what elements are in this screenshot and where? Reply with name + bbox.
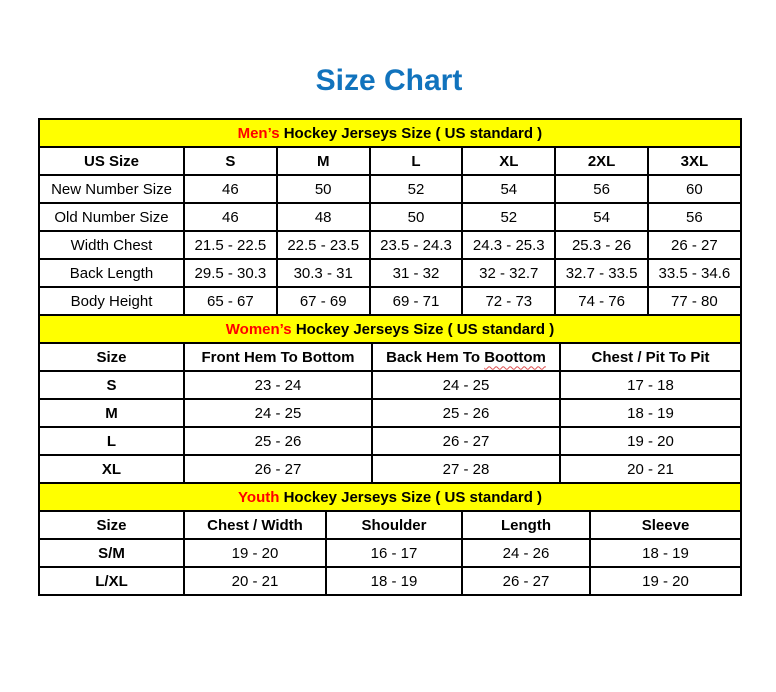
value-cell: 19 - 20 — [184, 539, 326, 567]
table-row — [39, 567, 741, 595]
value-cell: 25.3 - 26 — [555, 231, 648, 259]
value-cell: 16 - 17 — [326, 539, 462, 567]
mens-size-table — [38, 118, 742, 316]
row-label: L — [39, 427, 184, 455]
value-cell: 19 - 20 — [560, 427, 741, 455]
column-header-3xl: 3XL — [648, 147, 741, 175]
womens-banner-row — [39, 315, 741, 343]
value-cell: 56 — [648, 203, 741, 231]
mens-banner — [39, 119, 741, 147]
table-row — [39, 287, 741, 315]
value-cell: 52 — [462, 203, 555, 231]
table-row — [39, 371, 741, 399]
womens-header-row — [39, 343, 741, 371]
value-cell: 24.3 - 25.3 — [462, 231, 555, 259]
value-cell: 46 — [184, 175, 277, 203]
value-cell: 18 - 19 — [326, 567, 462, 595]
column-header-m: M — [277, 147, 370, 175]
value-cell: 33.5 - 34.6 — [648, 259, 741, 287]
size-chart-page — [38, 0, 740, 596]
row-label: Body Height — [39, 287, 184, 315]
mens-header-row — [39, 147, 741, 175]
value-cell: 69 - 71 — [370, 287, 463, 315]
value-cell: 20 - 21 — [560, 455, 741, 483]
value-cell: 18 - 19 — [590, 539, 741, 567]
value-cell: 26 - 27 — [372, 427, 560, 455]
value-cell: 74 - 76 — [555, 287, 648, 315]
value-cell: 52 — [370, 175, 463, 203]
value-cell: 48 — [277, 203, 370, 231]
value-cell: 25 - 26 — [372, 399, 560, 427]
value-cell: 65 - 67 — [184, 287, 277, 315]
value-cell: 67 - 69 — [277, 287, 370, 315]
value-cell: 23.5 - 24.3 — [370, 231, 463, 259]
value-cell: 26 - 27 — [462, 567, 590, 595]
youth-banner-highlight: Youth — [238, 488, 280, 506]
row-label: S/M — [39, 539, 184, 567]
mens-banner-row — [39, 119, 741, 147]
row-label: M — [39, 399, 184, 427]
value-cell: 24 - 25 — [372, 371, 560, 399]
column-header-back-hem — [372, 343, 560, 371]
value-cell: 31 - 32 — [370, 259, 463, 287]
row-label: XL — [39, 455, 184, 483]
column-header-front-hem: Front Hem To Bottom — [184, 343, 372, 371]
value-cell: 19 - 20 — [590, 567, 741, 595]
value-cell: 24 - 26 — [462, 539, 590, 567]
value-cell: 18 - 19 — [560, 399, 741, 427]
value-cell: 46 — [184, 203, 277, 231]
column-header-chest-width: Chest / Width — [184, 511, 326, 539]
row-label: Width Chest — [39, 231, 184, 259]
value-cell: 32.7 - 33.5 — [555, 259, 648, 287]
value-cell: 50 — [370, 203, 463, 231]
column-header-chest-pit: Chest / Pit To Pit — [560, 343, 741, 371]
column-header-size: Size — [39, 343, 184, 371]
table-row — [39, 259, 741, 287]
table-row — [39, 399, 741, 427]
column-header-us-size: US Size — [39, 147, 184, 175]
row-label: Back Length — [39, 259, 184, 287]
table-row — [39, 231, 741, 259]
value-cell: 50 — [277, 175, 370, 203]
table-row — [39, 539, 741, 567]
womens-size-table — [38, 314, 742, 484]
column-header-xl: XL — [462, 147, 555, 175]
value-cell: 77 - 80 — [648, 287, 741, 315]
value-cell: 30.3 - 31 — [277, 259, 370, 287]
value-cell: 60 — [648, 175, 741, 203]
column-header-sleeve: Sleeve — [590, 511, 741, 539]
womens-banner-highlight: Women’s — [225, 320, 292, 338]
value-cell: 23 - 24 — [184, 371, 372, 399]
value-cell: 22.5 - 23.5 — [277, 231, 370, 259]
column-header-length: Length — [462, 511, 590, 539]
value-cell: 17 - 18 — [560, 371, 741, 399]
column-header-2xl: 2XL — [555, 147, 648, 175]
row-label: New Number Size — [39, 175, 184, 203]
value-cell: 21.5 - 22.5 — [184, 231, 277, 259]
youth-banner-text: Hockey Jerseys Size ( US standard ) — [283, 488, 543, 506]
table-row — [39, 175, 741, 203]
value-cell: 26 - 27 — [648, 231, 741, 259]
value-cell: 25 - 26 — [184, 427, 372, 455]
womens-banner — [39, 315, 741, 343]
column-header-shoulder: Shoulder — [326, 511, 462, 539]
youth-banner-row — [39, 483, 741, 511]
column-header-back-hem-text: Back Hem To — [386, 348, 481, 366]
value-cell: 72 - 73 — [462, 287, 555, 315]
table-row — [39, 427, 741, 455]
table-row — [39, 455, 741, 483]
row-label: L/XL — [39, 567, 184, 595]
youth-banner — [39, 483, 741, 511]
value-cell: 24 - 25 — [184, 399, 372, 427]
column-header-size: Size — [39, 511, 184, 539]
value-cell: 26 - 27 — [184, 455, 372, 483]
youth-header-row — [39, 511, 741, 539]
womens-banner-text: Hockey Jerseys Size ( US standard ) — [295, 320, 555, 338]
youth-size-table — [38, 482, 742, 596]
value-cell: 20 - 21 — [184, 567, 326, 595]
value-cell: 32 - 32.7 — [462, 259, 555, 287]
row-label: Old Number Size — [39, 203, 184, 231]
column-header-s: S — [184, 147, 277, 175]
value-cell: 54 — [555, 203, 648, 231]
page-title: Size Chart — [315, 64, 463, 97]
value-cell: 29.5 - 30.3 — [184, 259, 277, 287]
mens-banner-highlight: Men’s — [237, 124, 280, 142]
table-row — [39, 203, 741, 231]
misspelled-word: Boottom — [484, 348, 546, 366]
column-header-l: L — [370, 147, 463, 175]
value-cell: 56 — [555, 175, 648, 203]
value-cell: 27 - 28 — [372, 455, 560, 483]
value-cell: 54 — [462, 175, 555, 203]
row-label: S — [39, 371, 184, 399]
mens-banner-text: Hockey Jerseys Size ( US standard ) — [283, 124, 543, 142]
